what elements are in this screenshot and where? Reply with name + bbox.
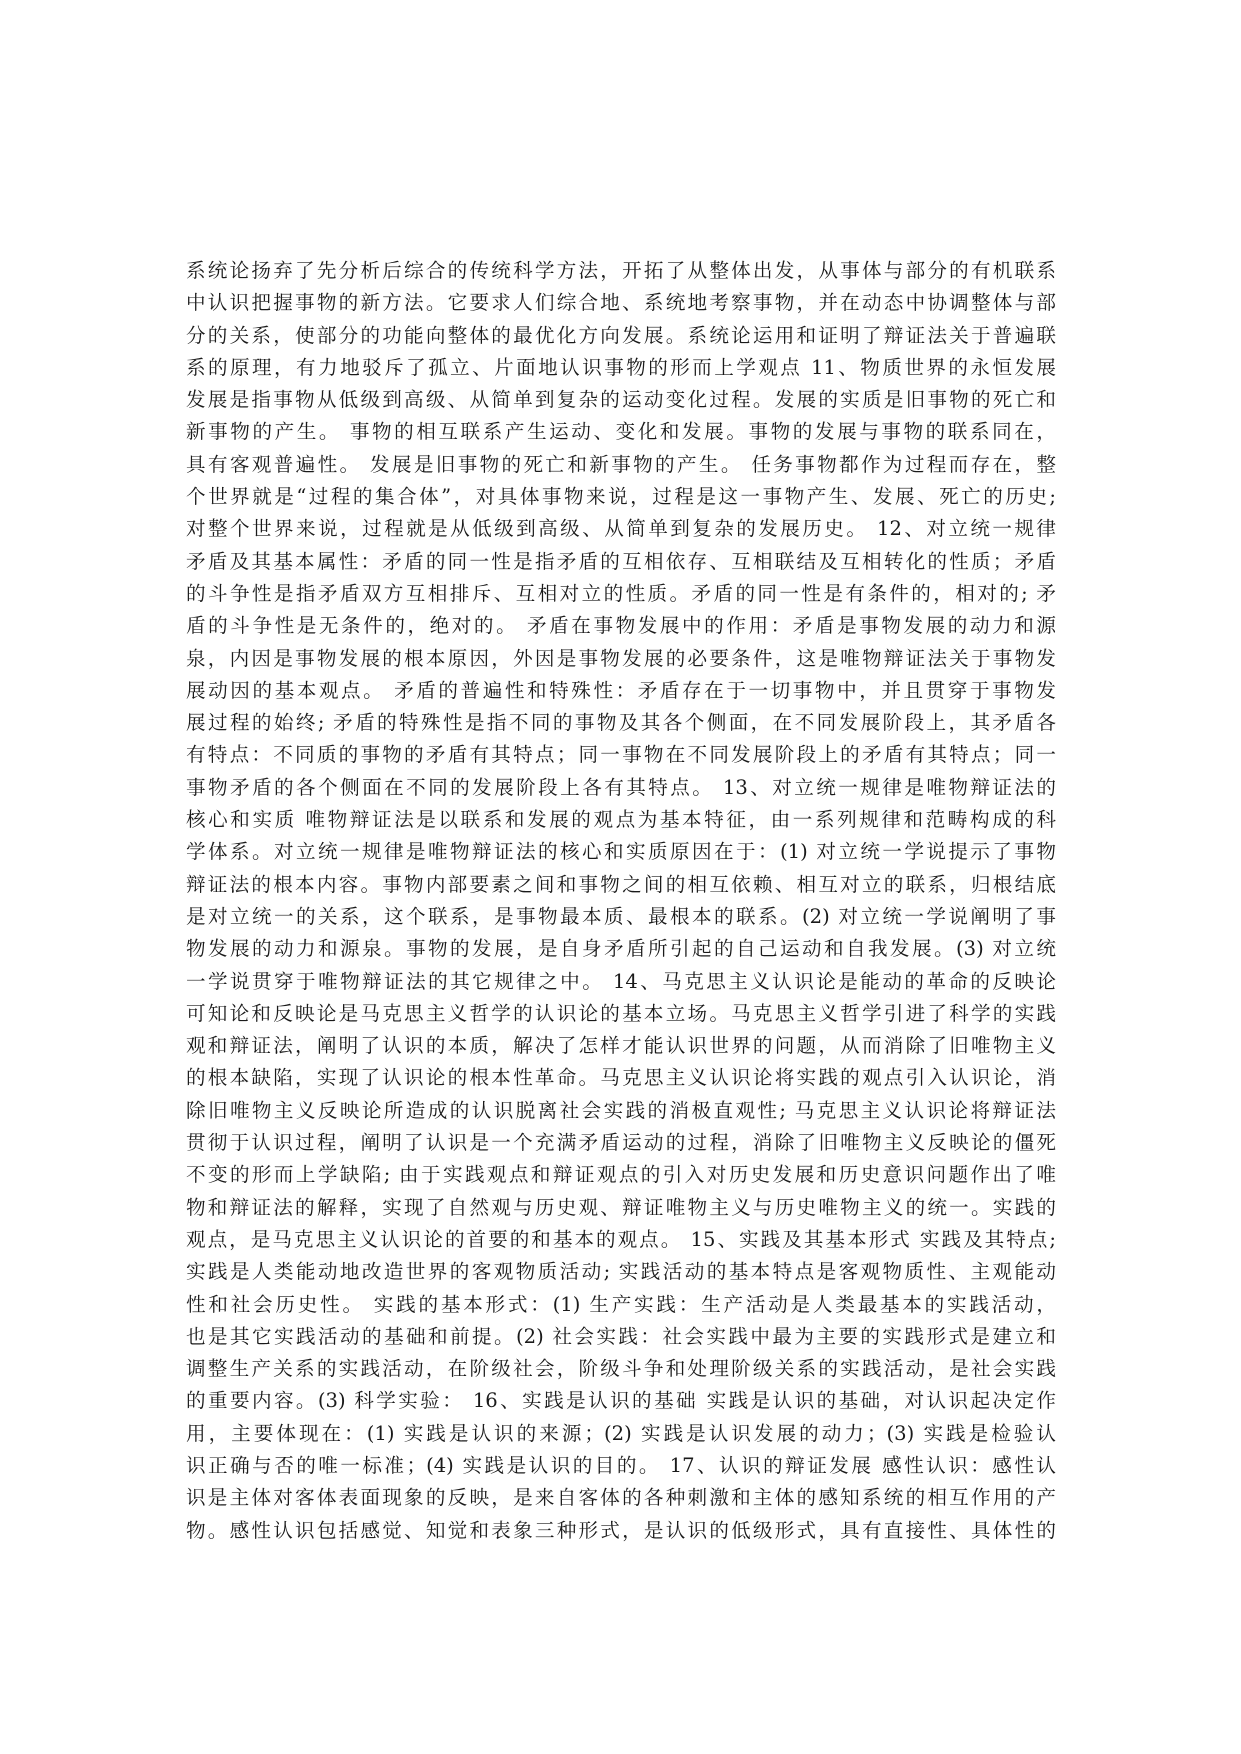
text-line: 中认识把握事物的新方法。它要求人们综合地、系统地考察事物，并在动态中协调整体与部 xyxy=(186,291,1056,315)
text-line: 调整生产关系的实践活动，在阶级社会，阶级斗争和处理阶级关系的实践活动，是社会实践 xyxy=(186,1357,1056,1381)
text-line: 也是其它实践活动的基础和前提。(2) 社会实践：社会实践中最为主要的实践形式是建立和 xyxy=(186,1324,1056,1348)
text-line: 有特点：不同质的事物的矛盾有其特点；同一事物在不同发展阶段上的矛盾有其特点；同一 xyxy=(186,743,1056,767)
text-line: 物。感性认识包括感觉、知觉和表象三种形式，是认识的低级形式，具有直接性、具体性的 xyxy=(186,1518,1056,1542)
text-line: 事物矛盾的各个侧面在不同的发展阶段上各有其特点。 13、对立统一规律是唯物辩证法的 xyxy=(186,775,1056,799)
text-line: 识是主体对客体表面现象的反映，是来自客体的各种刺激和主体的感知系统的相互作用的产 xyxy=(186,1486,1056,1510)
text-line: 用，主要体现在：(1) 实践是认识的来源；(2) 实践是认识发展的动力；(3) 实践是检验认 xyxy=(186,1421,1056,1445)
text-line: 具有客观普遍性。 发展是旧事物的死亡和新事物的产生。 任务事物都作为过程而存在，整 xyxy=(186,452,1056,476)
text-line: 性和社会历史性。 实践的基本形式：(1) 生产实践：生产活动是人类最基本的实践活动， xyxy=(186,1292,1056,1316)
text-line: 盾的斗争性是无条件的，绝对的。 矛盾在事物发展中的作用：矛盾是事物发展的动力和源 xyxy=(186,614,1056,638)
text-line: 分的关系，使部分的功能向整体的最优化方向发展。系统论运用和证明了辩证法关于普遍联 xyxy=(186,323,1056,347)
text-line: 识正确与否的唯一标准；(4) 实践是认识的目的。 17、认识的辩证发展 感性认识：感性认 xyxy=(186,1453,1056,1477)
text-line: 核心和实质 唯物辩证法是以联系和发展的观点为基本特征，由一系列规律和范畴构成的科 xyxy=(186,808,1056,832)
text-line: 不变的形而上学缺陷; 由于实践观点和辩证观点的引入对历史发展和历史意识问题作出了唯 xyxy=(186,1163,1056,1187)
body-text xyxy=(186,255,1056,1547)
text-line: 系统论扬弃了先分析后综合的传统科学方法，开拓了从整体出发，从事体与部分的有机联系 xyxy=(186,259,1056,282)
text-line: 观和辩证法，阐明了认识的本质，解决了怎样才能认识世界的问题，从而消除了旧唯物主义 xyxy=(186,1034,1056,1058)
text-line: 系的原理，有力地驳斥了孤立、片面地认识事物的形而上学观点 11、物质世界的永恒发展 xyxy=(186,355,1056,379)
text-line: 展动因的基本观点。 矛盾的普遍性和特殊性：矛盾存在于一切事物中，并且贯穿于事物发 xyxy=(186,678,1056,702)
text-line: 是对立统一的关系，这个联系，是事物最本质、最根本的联系。(2) 对立统一学说阐明了事 xyxy=(186,904,1056,928)
text-line: 可知论和反映论是马克思主义哲学的认识论的基本立场。马克思主义哲学引进了科学的实践 xyxy=(186,1001,1056,1025)
text-line: 贯彻于认识过程，阐明了认识是一个充满矛盾运动的过程，消除了旧唯物主义反映论的僵死 xyxy=(186,1131,1056,1155)
text-line: 新事物的产生。 事物的相互联系产生运动、变化和发展。事物的发展与事物的联系同在， xyxy=(186,420,1056,444)
text-line: 除旧唯物主义反映论所造成的认识脱离社会实践的消极直观性; 马克思主义认识论将辩证法 xyxy=(186,1098,1056,1122)
text-line: 学体系。对立统一规律是唯物辩证法的核心和实质原因在于：(1) 对立统一学说提示了事物 xyxy=(186,840,1056,864)
text-line: 个世界就是“过程的集合体”，对具体事物来说，过程是这一事物产生、发展、死亡的历史; xyxy=(186,485,1056,509)
text-line: 一学说贯穿于唯物辩证法的其它规律之中。 14、马克思主义认识论是能动的革命的反映论 xyxy=(186,969,1056,993)
text-line: 实践是人类能动地改造世界的客观物质活动; 实践活动的基本特点是客观物质性、主观能动 xyxy=(186,1260,1056,1284)
text-line: 对整个世界来说，过程就是从低级到高级、从简单到复杂的发展历史。 12、对立统一规律 xyxy=(186,517,1056,541)
text-line: 矛盾及其基本属性：矛盾的同一性是指矛盾的互相依存、互相联结及互相转化的性质；矛盾 xyxy=(186,549,1056,573)
text-line: 的根本缺陷，实现了认识论的根本性革命。马克思主义认识论将实践的观点引入认识论，消 xyxy=(186,1066,1056,1090)
text-line: 的重要内容。(3) 科学实验： 16、实践是认识的基础 实践是认识的基础，对认识起决定作 xyxy=(186,1389,1056,1413)
text-line: 泉，内因是事物发展的根本原因，外因是事物发展的必要条件，这是唯物辩证法关于事物发 xyxy=(186,646,1056,670)
text-line: 发展是指事物从低级到高级、从简单到复杂的运动变化过程。发展的实质是旧事物的死亡和 xyxy=(186,388,1056,412)
text-line: 展过程的始终; 矛盾的特殊性是指不同的事物及其各个侧面，在不同发展阶段上，其矛盾各 xyxy=(186,711,1056,735)
text-line: 的斗争性是指矛盾双方互相排斥、互相对立的性质。矛盾的同一性是有条件的，相对的; 矛 xyxy=(186,581,1056,605)
text-line: 观点，是马克思主义认识论的首要的和基本的观点。 15、实践及其基本形式 实践及其特点; xyxy=(186,1227,1056,1251)
text-line: 辩证法的根本内容。事物内部要素之间和事物之间的相互依赖、相互对立的联系，归根结底 xyxy=(186,872,1056,896)
text-line: 物和辩证法的解释，实现了自然观与历史观、辩证唯物主义与历史唯物主义的统一。实践的 xyxy=(186,1195,1056,1219)
text-line: 物发展的动力和源泉。事物的发展，是自身矛盾所引起的自己运动和自我发展。(3) 对立统 xyxy=(186,937,1056,961)
